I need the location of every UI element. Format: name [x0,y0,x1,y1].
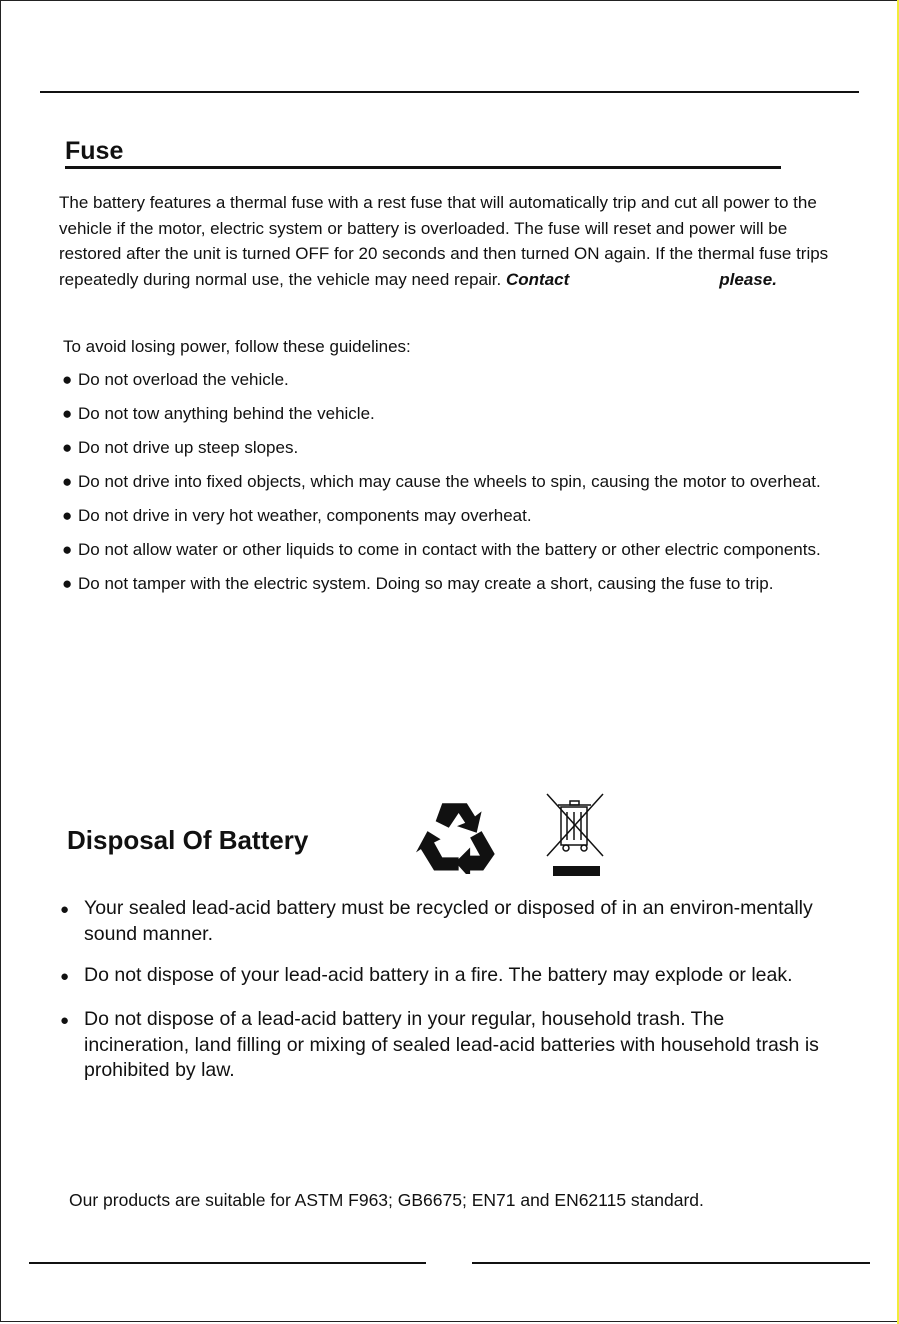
bullet-icon: ● [62,472,73,491]
guidelines-intro: To avoid losing power, follow these guidelines: [63,337,411,356]
disposal-heading: Disposal Of Battery [67,825,309,855]
fuse-heading-rule [65,166,781,169]
list-item: ● Do not drive up steep slopes. [62,435,842,461]
fuse-heading: Fuse [65,137,124,165]
footer-rule-left [29,1262,426,1264]
bullet-icon: ● [60,1012,70,1029]
guidelines-list [62,367,842,597]
list-item: ● Your sealed lead-acid battery must be recycled or disposed of in an environ-mentally sound manner. [60,897,813,945]
header-rule [40,91,859,93]
bullet-icon: ● [62,370,73,389]
fuse-paragraph [59,190,839,292]
bullet-icon: ● [60,901,70,918]
list-item: ● Do not allow water or other liquids to come in contact with the battery or other electric components. [62,537,842,563]
list-item: ● Do not tow anything behind the vehicle. [62,401,842,427]
list-item: ● Do not drive in very hot weather, components may overheat. [62,503,842,529]
bullet-icon: ● [60,968,70,985]
bullet-icon: ● [62,574,73,593]
list-item: ● Do not dispose of your lead-acid battery in a fire. The battery may explode or leak. [60,963,830,989]
bullet-icon: ● [62,438,73,457]
recycle-icon [416,798,498,874]
fuse-paragraph-text: The battery features a thermal fuse with a rest fuse that will automatically trip and cut all power to the vehicle if the motor, electric system or battery is overloaded. The fuse will reset and power will be restored after the unit is turned OFF for 20 seconds and then turned ON again. If the thermal fuse trips repeatedly during normal use, the vehicle may need repair. [59,193,829,289]
bullet-icon: ● [62,404,73,423]
bullet-icon: ● [62,540,73,559]
list-item: ● Do not dispose of a lead-acid battery in your regular, household trash. The incineration, land filling or mixing of sealed lead-acid batteries with household trash is prohibited by law. [60,1008,819,1081]
crossed-out-bin-icon [544,792,606,878]
list-item: ● Do not overload the vehicle. [62,367,842,393]
standards-note: Our products are suitable for ASTM F963; GB6675; EN71 and EN62115 standard. [69,1190,704,1210]
please-label: please. [719,269,777,289]
disposal-list [60,896,830,1083]
footer-rule-right [472,1262,870,1264]
list-item: ● Do not tamper with the electric system. Doing so may create a short, causing the fuse to trip. [62,571,842,597]
contact-label: Contact [506,269,570,289]
bullet-icon: ● [62,506,73,525]
list-item: ● Do not drive into fixed objects, which may cause the wheels to spin, causing the motor to overheat. [62,469,842,495]
